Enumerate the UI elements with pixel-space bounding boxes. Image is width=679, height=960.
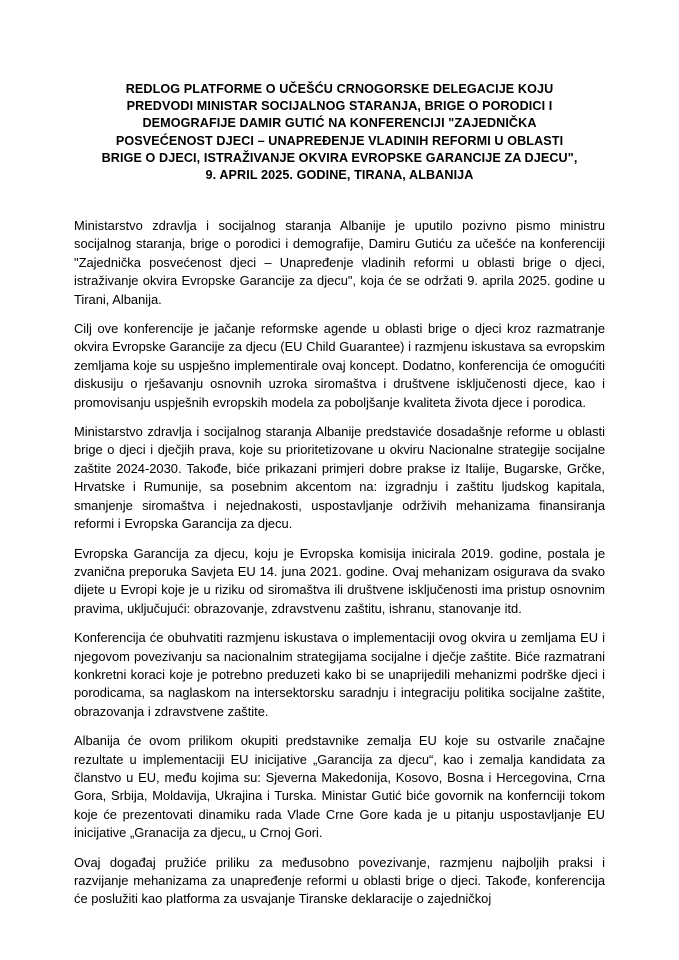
document-title <box>74 81 605 184</box>
document-body <box>74 217 605 909</box>
body-paragraph-3: Ministarstvo zdravlja i socijalnog staranja Albanije predstaviće dosadašnje reforme u oblasti brige o djeci i dječjih prava, koje su prioritetizovane u okviru Nacionalne strategije socijalne zaštite 2024-2030. Takođe, biće prikazani primjeri dobre prakse iz Italije, Bugarske, Grčke, Hrvatske i Rumunije, sa posebnim akcentom na: izgradnju i zaštitu ljudskog kapitala, smanjenje siromaštva i nejednakosti, uspostavljanje održivih mehanizama finansiranja reformi i Evropska Garancija za djecu. <box>74 424 605 532</box>
body-paragraph-5: Konferencija će obuhvatiti razmjenu iskustava o implementaciji ovog okvira u zemljama EU i njegovom povezivanju sa nacionalnim strategijama socijalne i dječje zaštite. Biće razmatrani konkretni koraci koje je potrebno preduzeti kako bi se unaprijedili mehanizmi podrške djeci i porodicama, sa naglaskom na intersektorsku saradnju i integraciju politika socijalne zaštite, obrazovanja i zdravstvene zaštite. <box>74 630 605 719</box>
body-paragraph-6: Albanija će ovom prilikom okupiti predstavnike zemalja EU koje su ostvarile značajne rezultate u implementaciji EU inicijative „Garancija za djecu“, kao i zemalja kandidata za članstvo u EU, među kojima su: Sjeverna Makedonija, Kosovo, Bosna i Hercegovina, Crna Gora, Srbija, Moldavija, Ukrajina i Turska. Ministar Gutić biće govornik na konfernciji tokom koje će prezentovati dinamiku rada Vlade Crne Gore kada je u pitanju uspostavljanje EU inicijative „Granacija za djecu„ u Crnoj Gori. <box>74 733 605 841</box>
body-paragraph-4: Evropska Garancija za djecu, koju je Evropska komisija inicirala 2019. godine, postala je zvanična preporuka Savjeta EU 14. juna 2021. godine. Ovaj mehanizam osigurava da svako dijete u Evropi koje je u riziku od siromaštva ili društvene isključenosti ima pristup osnovnim pravima, uključujući: obrazovanje, zdravstvenu zaštitu, ishranu, stanovanje itd. <box>74 545 605 616</box>
body-paragraph-1: Ministarstvo zdravlja i socijalnog staranja Albanije je uputilo pozivno pismo ministru socijalnog staranja, brige o porodici i demografije, Damiru Gutiću za učešće na konferenciji "Zajednička posvećenost djeci – Unapređenje vladinih reformi u oblasti brige o djeci, istraživanje okvira Evropske Garancije za djecu", koja će se održati 9. aprila 2025. godine u Tirani, Albanija. <box>74 218 605 307</box>
body-paragraph-7: Ovaj događaj pružiće priliku za međusobno povezivanje, razmjenu najboljih praksi i razvijanje mehanizama za unapređenje reformi u oblasti brige o djeci. Takođe, konferencija će poslužiti kao platforma za usvajanje Tiranske deklaracije o zajedničkoj <box>74 854 605 907</box>
body-paragraph-2: Cilj ove konferencije je jačanje reformske agende u oblasti brige o djeci kroz razmatranje okvira Evropske Garancije za djecu (EU Child Guarantee) i razmjenu iskustava sa evropskim zemljama koje su uspješno implementirale ovaj koncept. Dodatno, konferencija će omogućiti diskusiju o rješavanju osnovnih uzroka siromaštva i društvene isključenosti djece, kao i promovisanju uspješnih evropskih modela za poboljšanje kvaliteta života djece i porodica. <box>74 321 605 410</box>
title-line-6: 9. APRIL 2025. GODINE, TIRANA, ALBANIJA <box>205 168 474 183</box>
title-line-4: POSVEĆENOST DJECI – UNAPREĐENJE VLADINIH REFORMI U OBLASTI <box>115 133 564 148</box>
title-line-2: PREDVODI MINISTAR SOCIJALNOG STARANJA, BRIGE O PORODICI I <box>126 99 553 114</box>
title-line-1: REDLOG PLATFORME O UČEŠĆU CRNOGORSKE DELEGACIJE KOJU <box>125 82 554 96</box>
title-line-3: DEMOGRAFIJE DAMIR GUTIĆ NA KONFERENCIJI "ZAJEDNIČKA <box>142 116 537 131</box>
title-line-5: BRIGE O DJECI, ISTRAŽIVANJE OKVIRA EVROPSKE GARANCIJE ZA DJECU", <box>101 150 578 165</box>
